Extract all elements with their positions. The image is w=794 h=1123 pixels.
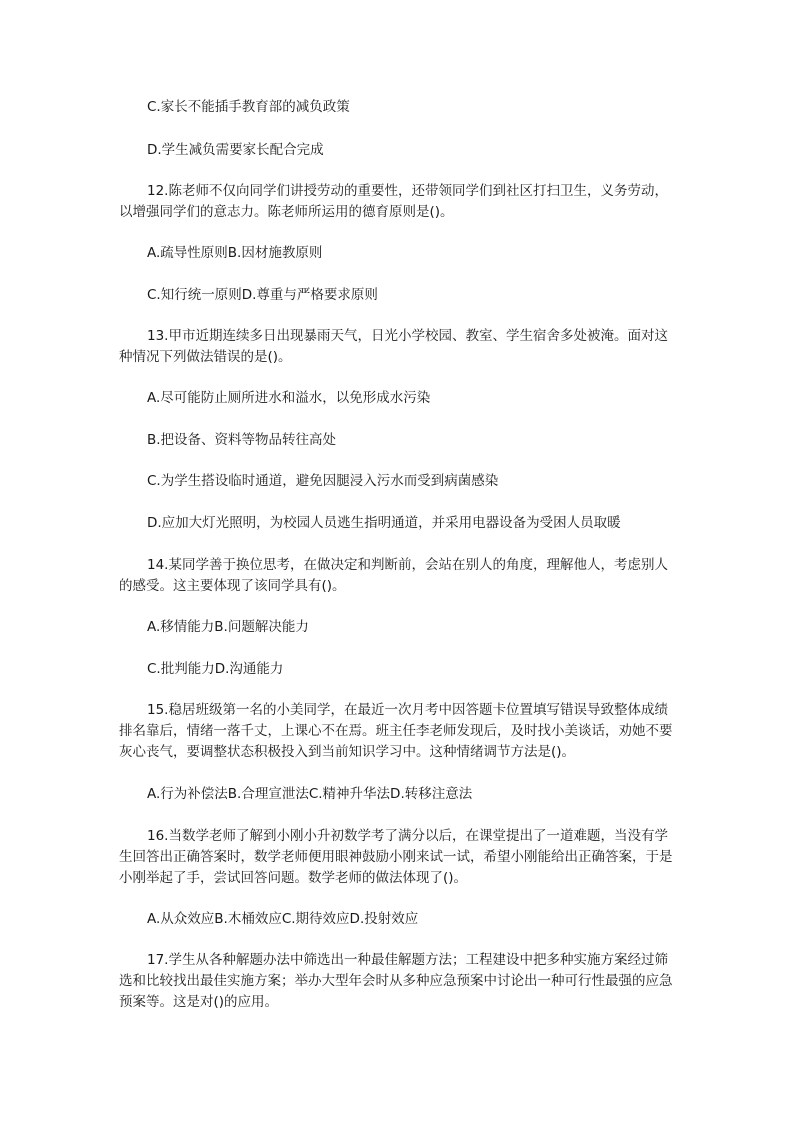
option-a-q13: A.尽可能防止厕所进水和溢水，以免形成水污染 xyxy=(147,390,431,406)
question-13: 13.甲市近期连续多日出现暴雨天气，日光小学校园、教室、学生宿舍多处被淹。面对这种情况下列做法错误的是()。 xyxy=(119,328,668,365)
question-15: 15.稳居班级第一名的小美同学，在最近一次月考中因答题卡位置填写错误导致整体成绩排名靠后，情绪一落千丈，上课心不在焉。班主任李老师发现后，及时找小美谈话，劝她不要灰心丧气，要调整状态积极投入到当前知识学习中。这种情绪调节方法是()。 xyxy=(119,702,673,760)
option-b-q13: B.把设备、资料等物品转往高处 xyxy=(147,432,337,448)
option-d-q11: D.学生减负需要家长配合完成 xyxy=(147,142,324,158)
option-d-q13: D.应加大灯光照明，为校园人员逃生指明通道，并采用电器设备为受困人员取暖 xyxy=(147,515,621,531)
options-cd-q14: C.批判能力D.沟通能力 xyxy=(147,661,284,677)
question-12: 12.陈老师不仅向同学们讲授劳动的重要性，还带领同学们到社区打扫卫生，义务劳动，以增强同学们的意志力。陈老师所运用的德育原则是()。 xyxy=(119,183,668,220)
option-c-q11: C.家长不能插手教育部的减负政策 xyxy=(147,99,350,115)
options-ab-q14: A.移情能力B.问题解决能力 xyxy=(147,619,309,635)
question-17: 17.学生从各种解题办法中筛选出一种最佳解题方法；工程建设中把多种实施方案经过筛选和比较找出最佳实施方案；举办大型年会时从多种应急预案中讨论出一种可行性最强的应急预案等。这是对()的应用。 xyxy=(119,952,673,1010)
option-c-q13: C.为学生搭设临时通道，避免因腿浸入污水而受到病菌感染 xyxy=(147,473,499,489)
question-14: 14.某同学善于换位思考，在做决定和判断前，会站在别人的角度，理解他人，考虑别人的感受。这主要体现了该同学具有()。 xyxy=(119,557,668,594)
options-q16: A.从众效应B.木桶效应C.期待效应D.投射效应 xyxy=(147,911,419,927)
question-16: 16.当数学老师了解到小刚小升初数学考了满分以后，在课堂提出了一道难题，当没有学生回答出正确答案时，数学老师便用眼神鼓励小刚来试一试，希望小刚能给出正确答案，于是小刚举起了手，尝试回答问题。数学老师的做法体现了()。 xyxy=(119,828,673,886)
options-cd-q12: C.知行统一原则D.尊重与严格要求原则 xyxy=(147,287,378,303)
options-q15: A.行为补偿法B.合理宣泄法C.精神升华法D.转移注意法 xyxy=(147,786,473,802)
options-ab-q12: A.疏导性原则B.因材施教原则 xyxy=(147,245,323,261)
